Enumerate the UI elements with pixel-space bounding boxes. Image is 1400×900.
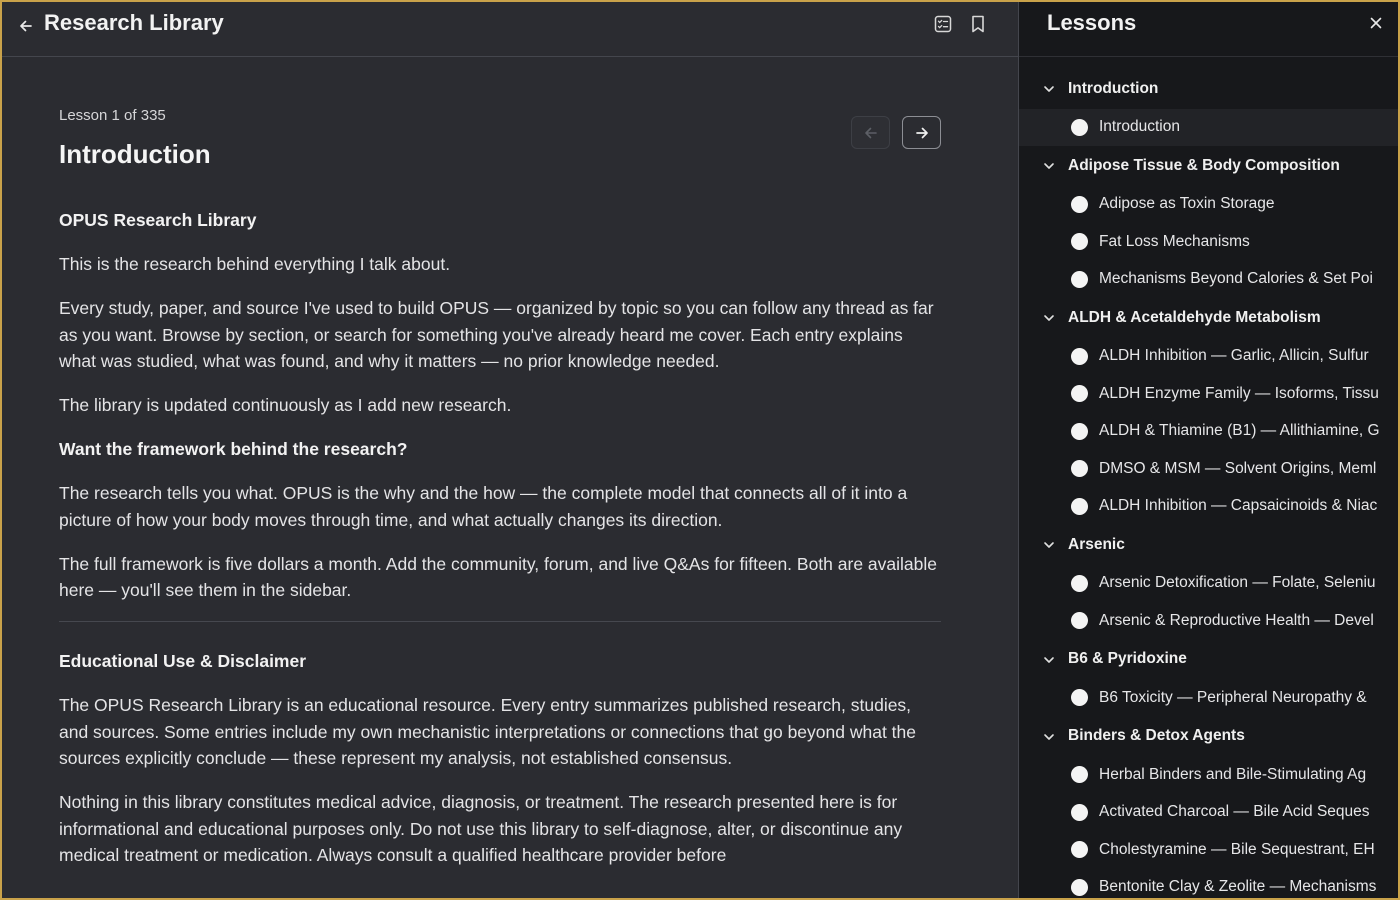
lesson-status-icon — [1071, 196, 1088, 213]
chevron-down-icon — [1041, 537, 1057, 553]
app-title: Research Library — [44, 10, 224, 35]
lesson-item-label: Arsenic & Reproductive Health — Devel — [1099, 611, 1374, 629]
lesson-status-icon — [1071, 460, 1088, 477]
section-label: Introduction — [1068, 79, 1159, 97]
lesson-item[interactable] — [1019, 186, 1398, 224]
sidebar-title: Lessons — [1047, 10, 1137, 35]
article-paragraph: Nothing in this library constitutes medical advice, diagnosis, or treatment. The research presented here is for informational and educational purposes only. Do not use this library to self-diagnose, alter, or discontinue any medical treatment or medication. Always consult a qualified healthcare provider before — [59, 792, 903, 865]
lesson-item-label: ALDH & Thiamine (B1) — Allithiamine, G — [1099, 422, 1380, 440]
article-paragraph: The library is updated continuously as I add new research. — [59, 395, 512, 415]
article-heading: Educational Use & Disclaimer — [59, 651, 307, 671]
lesson-item-label: DMSO & MSM — Solvent Origins, Meml — [1099, 459, 1377, 477]
lesson-item-label: ALDH Enzyme Family — Isoforms, Tissu — [1099, 384, 1379, 402]
top-bar — [2, 2, 1018, 57]
lesson-item[interactable] — [1019, 109, 1398, 147]
lesson-item[interactable] — [1019, 450, 1398, 488]
lesson-title: Introduction — [59, 139, 211, 169]
lesson-status-icon — [1071, 612, 1088, 629]
bookmark-button[interactable] — [964, 10, 992, 38]
article-paragraph: The OPUS Research Library is an educational resource. Every entry summarizes published research, studies, and sources. Some entries include my own mechanistic interpretations or connections that go beyond what the sources explicitly conclude — these represent my analysis, not established consensus. — [59, 695, 917, 768]
lesson-item-label: Fat Loss Mechanisms — [1099, 232, 1250, 250]
section-label: ALDH & Acetaldehyde Metabolism — [1068, 308, 1321, 326]
chevron-down-icon — [1041, 81, 1057, 97]
main-panel — [2, 2, 1018, 898]
close-icon — [1369, 16, 1383, 30]
lesson-status-icon — [1071, 119, 1088, 136]
section-header-adipose[interactable] — [1019, 146, 1398, 186]
lesson-item[interactable] — [1019, 869, 1398, 899]
article-heading: OPUS Research Library — [59, 210, 257, 230]
lesson-item-label: ALDH Inhibition — Capsaicinoids & Niac — [1099, 497, 1378, 515]
lesson-status-icon — [1071, 271, 1088, 288]
section-header-introduction[interactable] — [1019, 69, 1398, 109]
chevron-down-icon — [1041, 158, 1057, 174]
lesson-item[interactable] — [1019, 488, 1398, 526]
section-divider — [59, 621, 941, 622]
lesson-item[interactable] — [1019, 338, 1398, 376]
lesson-status-icon — [1071, 423, 1088, 440]
article-heading: Want the framework behind the research? — [59, 439, 408, 459]
lesson-status-icon — [1071, 498, 1088, 515]
bookmark-icon — [969, 14, 987, 34]
lesson-item[interactable] — [1019, 602, 1398, 640]
lesson-item[interactable] — [1019, 565, 1398, 603]
arrow-left-icon — [863, 125, 879, 141]
lesson-item-label: Adipose as Toxin Storage — [1099, 195, 1275, 213]
lesson-counter: Lesson 1 of 335 — [59, 107, 166, 124]
arrow-left-icon — [18, 18, 34, 34]
lesson-item-label: Cholestyramine — Bile Sequestrant, EH — [1099, 840, 1375, 858]
article-paragraph: Every study, paper, and source I've used to build OPUS — organized by topic so you can follow any thread as far as you want. Browse by section, or search for something you've already heard me cover. Each entry explains what was studied, what was found, and why it matters — no prior knowledge needed. — [59, 298, 934, 371]
chevron-down-icon — [1041, 310, 1057, 326]
article-paragraph: This is the research behind everything I talk about. — [59, 254, 451, 274]
lesson-item[interactable] — [1019, 679, 1398, 717]
lessons-sidebar — [1018, 2, 1398, 898]
back-button[interactable] — [12, 12, 40, 40]
lesson-item-label: B6 Toxicity — Peripheral Neuropathy & — [1099, 688, 1367, 706]
section-label: Binders & Detox Agents — [1068, 727, 1245, 745]
lesson-status-icon — [1071, 766, 1088, 783]
lesson-item-label: Arsenic Detoxification — Folate, Seleniu — [1099, 574, 1376, 592]
section-header-arsenic[interactable] — [1019, 525, 1398, 565]
lesson-item-label: ALDH Inhibition — Garlic, Allicin, Sulfur — [1099, 347, 1369, 365]
lesson-status-icon — [1071, 841, 1088, 858]
lesson-item[interactable] — [1019, 756, 1398, 794]
lesson-item[interactable] — [1019, 413, 1398, 451]
lesson-item[interactable] — [1019, 261, 1398, 299]
lesson-item[interactable] — [1019, 794, 1398, 832]
previous-lesson-button[interactable] — [851, 116, 890, 149]
lesson-item-label: Introduction — [1099, 118, 1180, 136]
article-body — [59, 207, 941, 886]
section-header-b6[interactable] — [1019, 640, 1398, 680]
chevron-down-icon — [1041, 652, 1057, 668]
lesson-item-label: Mechanisms Beyond Calories & Set Poi — [1099, 270, 1373, 288]
sidebar-header — [1019, 2, 1398, 57]
lesson-status-icon — [1071, 385, 1088, 402]
outline-button[interactable] — [929, 10, 957, 38]
section-header-binders[interactable] — [1019, 717, 1398, 757]
lesson-status-icon — [1071, 804, 1088, 821]
app-frame — [2, 2, 1398, 898]
next-lesson-button[interactable] — [902, 116, 941, 149]
lesson-status-icon — [1071, 575, 1088, 592]
article-paragraph: The research tells you what. OPUS is the why and the how — the complete model that connects all of it into a picture of how your body moves through time, and what actually changes its direction. — [59, 483, 908, 530]
chevron-down-icon — [1041, 729, 1057, 745]
lesson-list — [1019, 69, 1398, 898]
lesson-item[interactable] — [1019, 831, 1398, 869]
lesson-status-icon — [1071, 233, 1088, 250]
lesson-item[interactable] — [1019, 375, 1398, 413]
section-label: Arsenic — [1068, 535, 1125, 553]
article-paragraph: The full framework is five dollars a month. Add the community, forum, and live Q&As for fifteen. Both are available here — you'll see them in the sidebar. — [59, 553, 937, 600]
lesson-status-icon — [1071, 879, 1088, 896]
lesson-status-icon — [1071, 348, 1088, 365]
arrow-right-icon — [914, 125, 930, 141]
lesson-status-icon — [1071, 689, 1088, 706]
checklist-icon — [933, 14, 953, 34]
lesson-item-label: Bentonite Clay & Zeolite — Mechanisms — [1099, 878, 1377, 896]
lesson-item-label: Herbal Binders and Bile-Stimulating Ag — [1099, 765, 1367, 783]
section-label: B6 & Pyridoxine — [1068, 650, 1187, 668]
section-label: Adipose Tissue & Body Composition — [1068, 156, 1340, 174]
lesson-item[interactable] — [1019, 223, 1398, 261]
lesson-item-label: Activated Charcoal — Bile Acid Seques — [1099, 803, 1370, 821]
section-header-aldh[interactable] — [1019, 298, 1398, 338]
close-sidebar-button[interactable] — [1363, 10, 1389, 36]
